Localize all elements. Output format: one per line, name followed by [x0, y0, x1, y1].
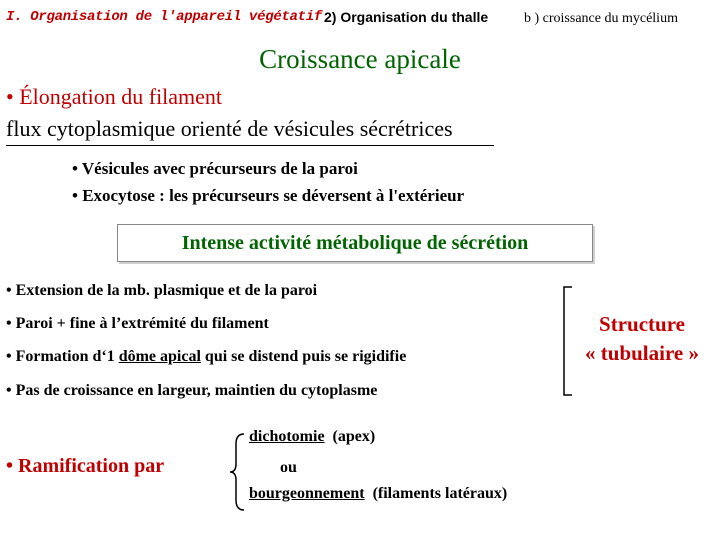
ramification-option-2 — [249, 485, 507, 503]
ramification-or: ou — [280, 459, 297, 476]
flux-underline — [6, 145, 494, 146]
ramification-option-1 — [249, 428, 375, 446]
header-topic-title: b ) croissance du mycélium — [524, 11, 678, 26]
dichotomie-term: dichotomie — [249, 428, 325, 445]
bourgeonnement-term: bourgeonnement — [249, 485, 365, 502]
dichotomie-note: (apex) — [332, 428, 376, 445]
structure-label — [564, 310, 720, 368]
item-formation-suffix: qui se distend puis se rigidifie — [200, 348, 407, 365]
item-extension: • Extension de la mb. plasmique et de la paroi — [6, 282, 318, 299]
item-formation — [6, 348, 406, 366]
structure-line-1: Structure — [599, 312, 685, 336]
metabolic-activity-box — [117, 224, 593, 262]
item-formation-prefix: • Formation d‘1 — [6, 348, 119, 365]
header-subsection-title: 2) Organisation du thalle — [324, 9, 489, 25]
dome-apical-term: dôme apical — [118, 348, 201, 365]
header-section-title: I. Organisation de l'appareil végétatif — [6, 9, 322, 25]
item-largeur: • Pas de croissance en largeur, maintien du cytoplasme — [6, 382, 378, 399]
bourgeonnement-note: (filaments latéraux) — [372, 485, 508, 502]
vesicle-bullet-1: • Vésicules avec précurseurs de la paroi — [72, 159, 358, 178]
ramification-brace — [228, 432, 248, 512]
ramification-label: • Ramification par — [6, 455, 165, 477]
item-paroi: • Paroi + fine à l’extrémité du filament — [6, 315, 269, 332]
metabolic-activity-label: Intense activité métabolique de sécrétion — [181, 232, 529, 254]
elongation-heading: • Élongation du filament — [6, 84, 223, 109]
vesicle-bullet-2: • Exocytose : les précurseurs se déversent à l'extérieur — [72, 186, 465, 205]
flux-line: flux cytoplasmique orienté de vésicules sécrétrices — [6, 116, 453, 141]
slide-title: Croissance apicale — [259, 44, 461, 74]
structure-line-2: « tubulaire » — [585, 341, 699, 365]
